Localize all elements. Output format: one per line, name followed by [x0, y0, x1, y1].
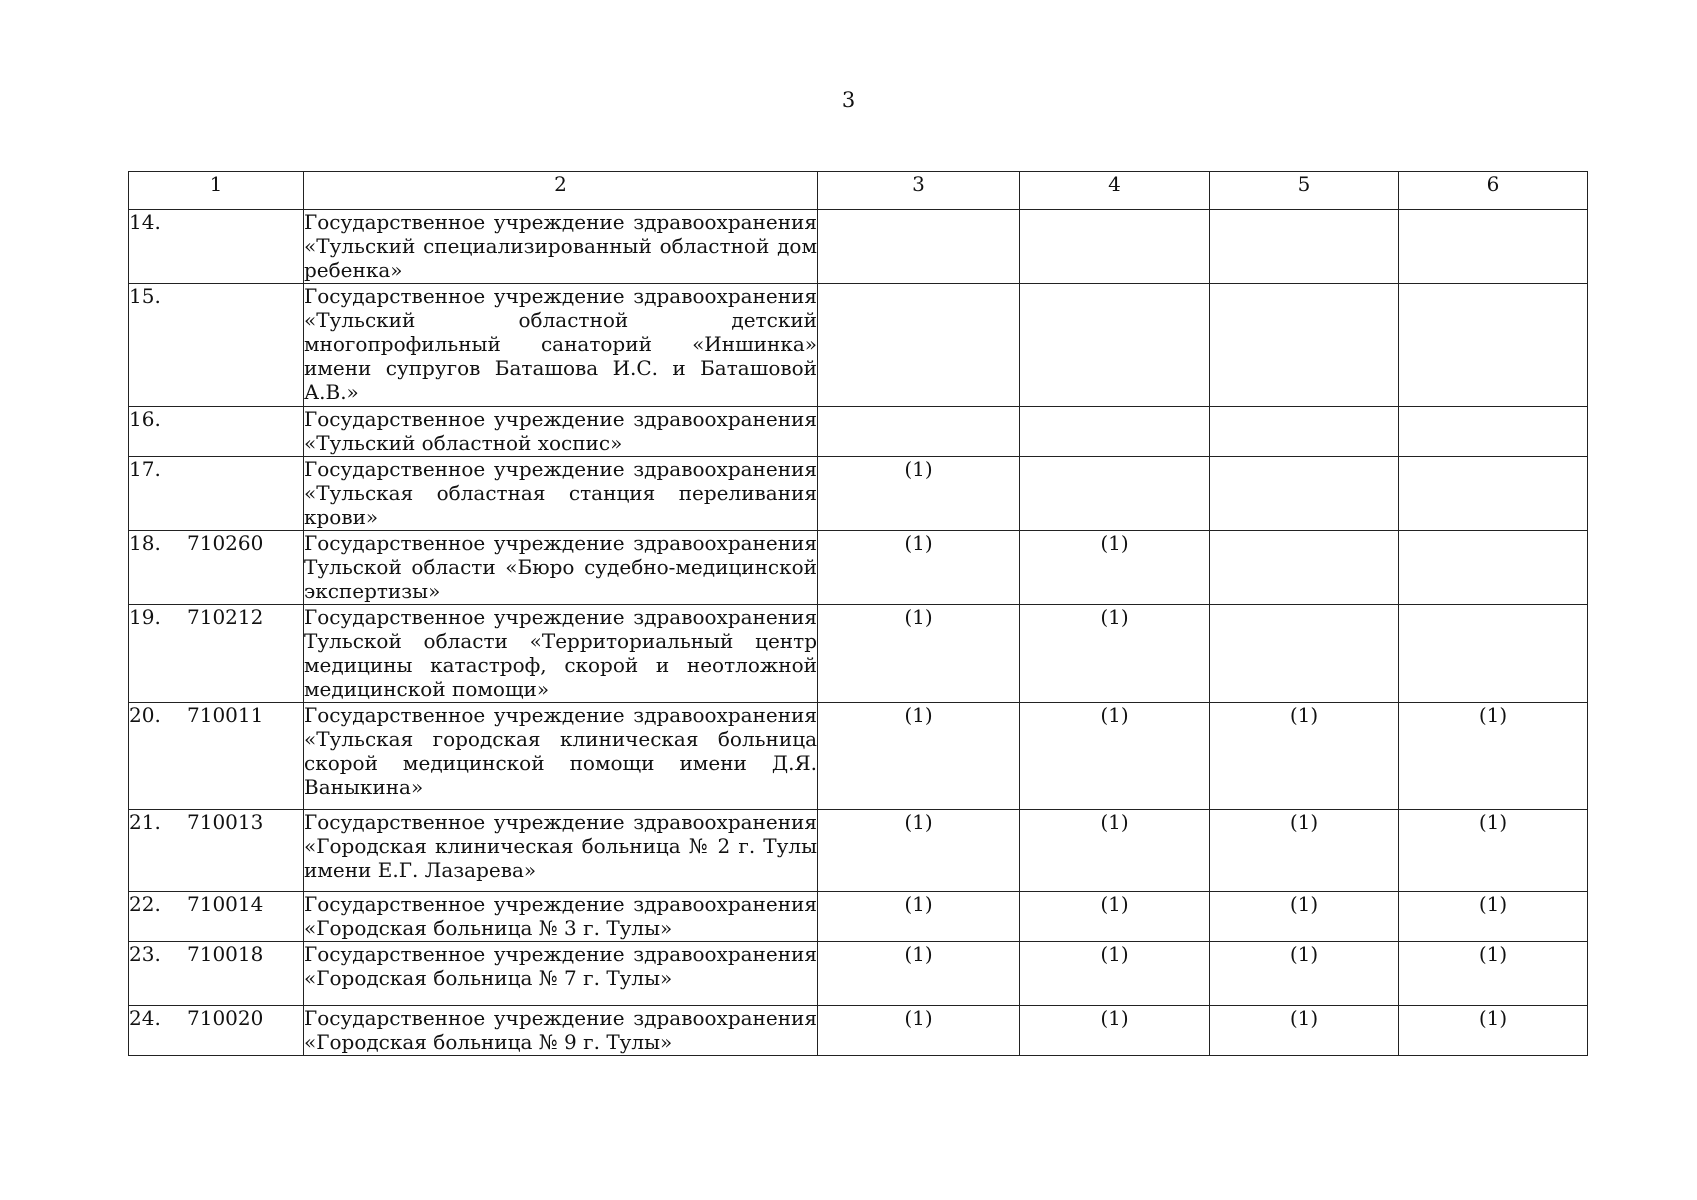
- value-col-5: (1): [1210, 892, 1399, 942]
- page-number: 3: [841, 88, 856, 112]
- value-col-5: [1210, 210, 1399, 284]
- header-col-4: 4: [1020, 172, 1210, 210]
- value-col-5: (1): [1210, 942, 1399, 1006]
- row-number: 16.: [129, 407, 161, 431]
- value-col-4: (1): [1020, 605, 1210, 703]
- value-col-3: [818, 407, 1020, 457]
- value-col-6: [1399, 407, 1588, 457]
- row-id-cell: [129, 284, 304, 407]
- institution-name: Государственное учреждение здравоохранения «Тульский специализированный областной дом ребенка»: [304, 210, 817, 282]
- row-id-cell: [129, 407, 304, 457]
- row-number: 14.: [129, 210, 161, 234]
- value-col-3: (1): [818, 703, 1020, 810]
- row-code: 710011: [187, 703, 264, 727]
- table-header: [129, 172, 1588, 210]
- header-row: [129, 172, 1588, 210]
- table-row: [129, 1006, 1588, 1056]
- value-col-6: (1): [1399, 1006, 1588, 1056]
- row-id-cell: [129, 1006, 304, 1056]
- institution-name: Государственное учреждение здравоохранения «Городская больница № 9 г. Тулы»: [304, 1006, 817, 1054]
- header-col-6: 6: [1399, 172, 1588, 210]
- row-code: 710013: [187, 810, 264, 834]
- value-col-3: (1): [818, 605, 1020, 703]
- value-col-4: [1020, 457, 1210, 531]
- value-col-4: [1020, 407, 1210, 457]
- value-col-5: (1): [1210, 810, 1399, 892]
- value-col-6: [1399, 457, 1588, 531]
- value-col-4: [1020, 284, 1210, 407]
- value-col-4: (1): [1020, 1006, 1210, 1056]
- table-row: [129, 605, 1588, 703]
- table-row: [129, 210, 1588, 284]
- row-id-cell: [129, 531, 304, 605]
- header-col-3: 3: [818, 172, 1020, 210]
- table-row: [129, 892, 1588, 942]
- row-code: 710018: [187, 942, 264, 966]
- table-row: [129, 703, 1588, 810]
- value-col-5: [1210, 531, 1399, 605]
- row-id-cell: [129, 942, 304, 1006]
- value-col-6: [1399, 284, 1588, 407]
- row-id-cell: [129, 892, 304, 942]
- row-number: 20.: [129, 703, 161, 727]
- row-number: 22.: [129, 892, 161, 916]
- value-col-5: (1): [1210, 1006, 1399, 1056]
- header-col-1: 1: [129, 172, 304, 210]
- value-col-4: (1): [1020, 942, 1210, 1006]
- row-code: 710014: [187, 892, 264, 916]
- row-number: 21.: [129, 810, 161, 834]
- table-row: [129, 531, 1588, 605]
- institutions-table: [128, 171, 1588, 1056]
- row-number: 18.: [129, 531, 161, 555]
- value-col-5: [1210, 407, 1399, 457]
- row-number: 15.: [129, 284, 161, 308]
- value-col-3: (1): [818, 531, 1020, 605]
- institution-name: Государственное учреждение здравоохранения Тульской области «Территориальный центр медицины катастроф, скорой и неотложной медицинской помощи»: [304, 605, 817, 701]
- value-col-4: (1): [1020, 703, 1210, 810]
- value-col-6: [1399, 531, 1588, 605]
- row-number: 23.: [129, 942, 161, 966]
- value-col-6: (1): [1399, 810, 1588, 892]
- institution-name: Государственное учреждение здравоохранения «Городская больница № 3 г. Тулы»: [304, 892, 817, 940]
- value-col-6: (1): [1399, 703, 1588, 810]
- row-id-cell: [129, 605, 304, 703]
- value-col-4: (1): [1020, 531, 1210, 605]
- value-col-4: (1): [1020, 892, 1210, 942]
- value-col-3: (1): [818, 942, 1020, 1006]
- institution-name: Государственное учреждение здравоохранения «Тульский областной хоспис»: [304, 407, 817, 455]
- row-id-cell: [129, 210, 304, 284]
- value-col-5: [1210, 457, 1399, 531]
- value-col-6: (1): [1399, 892, 1588, 942]
- header-col-2: 2: [304, 172, 818, 210]
- value-col-4: [1020, 210, 1210, 284]
- value-col-3: (1): [818, 457, 1020, 531]
- row-id-cell: [129, 703, 304, 810]
- row-code: 710020: [187, 1006, 264, 1030]
- table-row: [129, 810, 1588, 892]
- value-col-6: [1399, 605, 1588, 703]
- value-col-4: (1): [1020, 810, 1210, 892]
- value-col-3: [818, 210, 1020, 284]
- table-row: [129, 942, 1588, 1006]
- row-code: 710260: [187, 531, 264, 555]
- value-col-3: [818, 284, 1020, 407]
- institution-name: Государственное учреждение здравоохранения «Тульская городская клиническая больница скорой медицинской помощи имени Д.Я. Ваныкина»: [304, 703, 818, 810]
- row-number: 24.: [129, 1006, 161, 1030]
- institution-name: Государственное учреждение здравоохранения «Тульский областной детский многопрофильный санаторий «Иншинка» имени супругов Баташова И.С. и Баташовой А.В.»: [304, 284, 818, 407]
- value-col-3: (1): [818, 892, 1020, 942]
- institution-name: Государственное учреждение здравоохранения «Городская клиническая больница № 2 г. Тулы имени Е.Г. Лазарева»: [304, 810, 818, 892]
- table-row: [129, 284, 1588, 407]
- row-id-cell: [129, 810, 304, 892]
- institution-name: Государственное учреждение здравоохранения Тульской области «Бюро судебно-медицинской экспертизы»: [304, 531, 817, 603]
- table-row: [129, 457, 1588, 531]
- row-id-cell: [129, 457, 304, 531]
- table-body: [129, 210, 1588, 1056]
- row-number: 17.: [129, 457, 161, 481]
- row-code: 710212: [187, 605, 264, 629]
- institution-name: Государственное учреждение здравоохранения «Городская больница № 7 г. Тулы»: [304, 942, 818, 1006]
- value-col-3: (1): [818, 1006, 1020, 1056]
- value-col-6: [1399, 210, 1588, 284]
- value-col-5: [1210, 284, 1399, 407]
- header-col-5: 5: [1210, 172, 1399, 210]
- table-row: [129, 407, 1588, 457]
- value-col-5: [1210, 605, 1399, 703]
- row-number: 19.: [129, 605, 161, 629]
- value-col-5: (1): [1210, 703, 1399, 810]
- value-col-6: (1): [1399, 942, 1588, 1006]
- value-col-3: (1): [818, 810, 1020, 892]
- institution-name: Государственное учреждение здравоохранения «Тульская областная станция переливания крови»: [304, 457, 817, 529]
